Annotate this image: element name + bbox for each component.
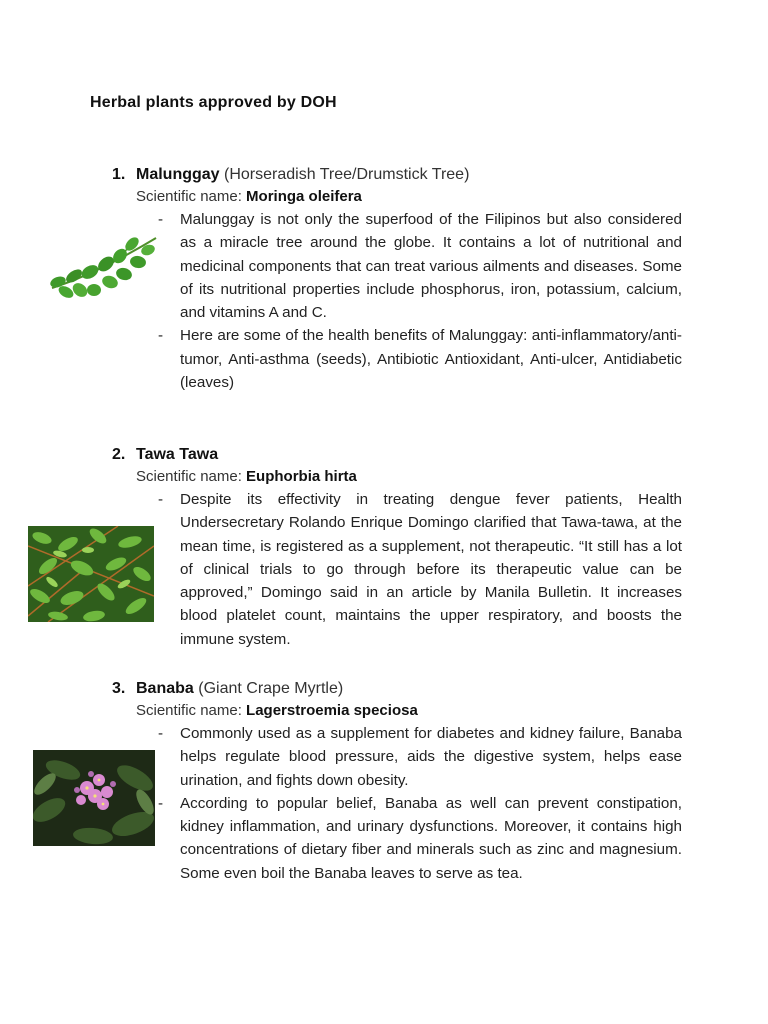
scientific-name-line <box>136 466 682 488</box>
scientific-label: Scientific name: <box>136 468 247 485</box>
scientific-name: Euphorbia hirta <box>246 468 357 485</box>
plant-heading <box>112 678 682 700</box>
scientific-name: Moringa oleifera <box>246 188 362 205</box>
scientific-name-line <box>136 186 682 208</box>
bullet-list <box>112 488 682 651</box>
scientific-name: Lagerstroemia speciosa <box>246 702 418 719</box>
scientific-name-line <box>136 700 682 722</box>
list-item <box>112 488 682 651</box>
banaba-flower-image <box>33 750 155 846</box>
dash-marker: - <box>158 794 164 812</box>
list-number: 1. <box>112 166 126 183</box>
dash-marker: - <box>158 491 164 508</box>
scientific-label: Scientific name: <box>136 188 247 205</box>
plant-name: Banaba <box>136 680 194 697</box>
plant-entry-tawa-tawa <box>112 444 682 651</box>
bullet-text: Despite its effectivity in treating dengue fever patients, Health Undersecretary Rolando Enrique Domingo clarified that Tawa-tawa, at the mean time, is registered as a supplement, not therapeutic. “It still has a lot of clinical trials to go through before its therapeutic value can be approved,” Domingo said in an article by Manila Bulletin. It increases blood platelet count, maintains the upper respiratory, and boosts the immune system. <box>180 491 682 648</box>
bullet-text: Here are some of the health benefits of Malunggay: anti-inflammatory/anti-tumor, Anti-asthma (seeds), Antibiotic Antioxidant, Anti-ulcer, Antidiabetic (leaves) <box>180 327 682 392</box>
plant-alt-name: (Giant Crape Myrtle) <box>193 680 344 697</box>
bullet-text: Commonly used as a supplement for diabetes and kidney failure, Banaba helps regulate blood pressure, aids the digestive system, helps ease urination, and fights down obesity. <box>180 725 682 789</box>
list-number: 2. <box>112 446 126 463</box>
list-item <box>112 324 682 394</box>
list-item <box>112 722 682 792</box>
dash-marker: - <box>158 327 164 345</box>
plant-heading <box>112 444 682 466</box>
dash-marker: - <box>158 211 164 228</box>
plant-heading <box>112 164 682 186</box>
bullet-text: Malunggay is not only the superfood of the Filipinos but also considered as a miracle tree around the globe. It contains a lot of nutritional and medicinal components that can treat various ailments and diseases. Some of its nutritional properties include phosphorus, iron, potassium, calcium, and vitamins A and C. <box>180 211 682 322</box>
dash-marker: - <box>158 725 164 742</box>
scientific-label: Scientific name: <box>136 702 247 719</box>
malunggay-leaf-image <box>46 232 158 306</box>
plant-entry-malunggay <box>112 164 682 394</box>
plant-name: Tawa Tawa <box>136 446 219 463</box>
plant-entry-banaba <box>112 678 682 885</box>
page-title: Herbal plants approved by DOH <box>90 94 337 111</box>
bullet-list <box>112 722 682 885</box>
list-number: 3. <box>112 680 126 697</box>
bullet-text: According to popular belief, Banaba as well can prevent constipation, kidney inflammation, and urinary dysfunctions. Moreover, it contains high concentrations of dietary fiber and minerals such as zinc and magnesium. Some even boil the Banaba leaves to serve as tea. <box>180 794 682 882</box>
list-item <box>112 208 682 324</box>
bullet-list <box>112 208 682 394</box>
plant-alt-name: (Horseradish Tree/Drumstick Tree) <box>219 166 470 183</box>
plant-name: Malunggay <box>136 166 220 183</box>
list-item <box>112 792 682 885</box>
tawa-tawa-plant-image <box>28 526 154 622</box>
